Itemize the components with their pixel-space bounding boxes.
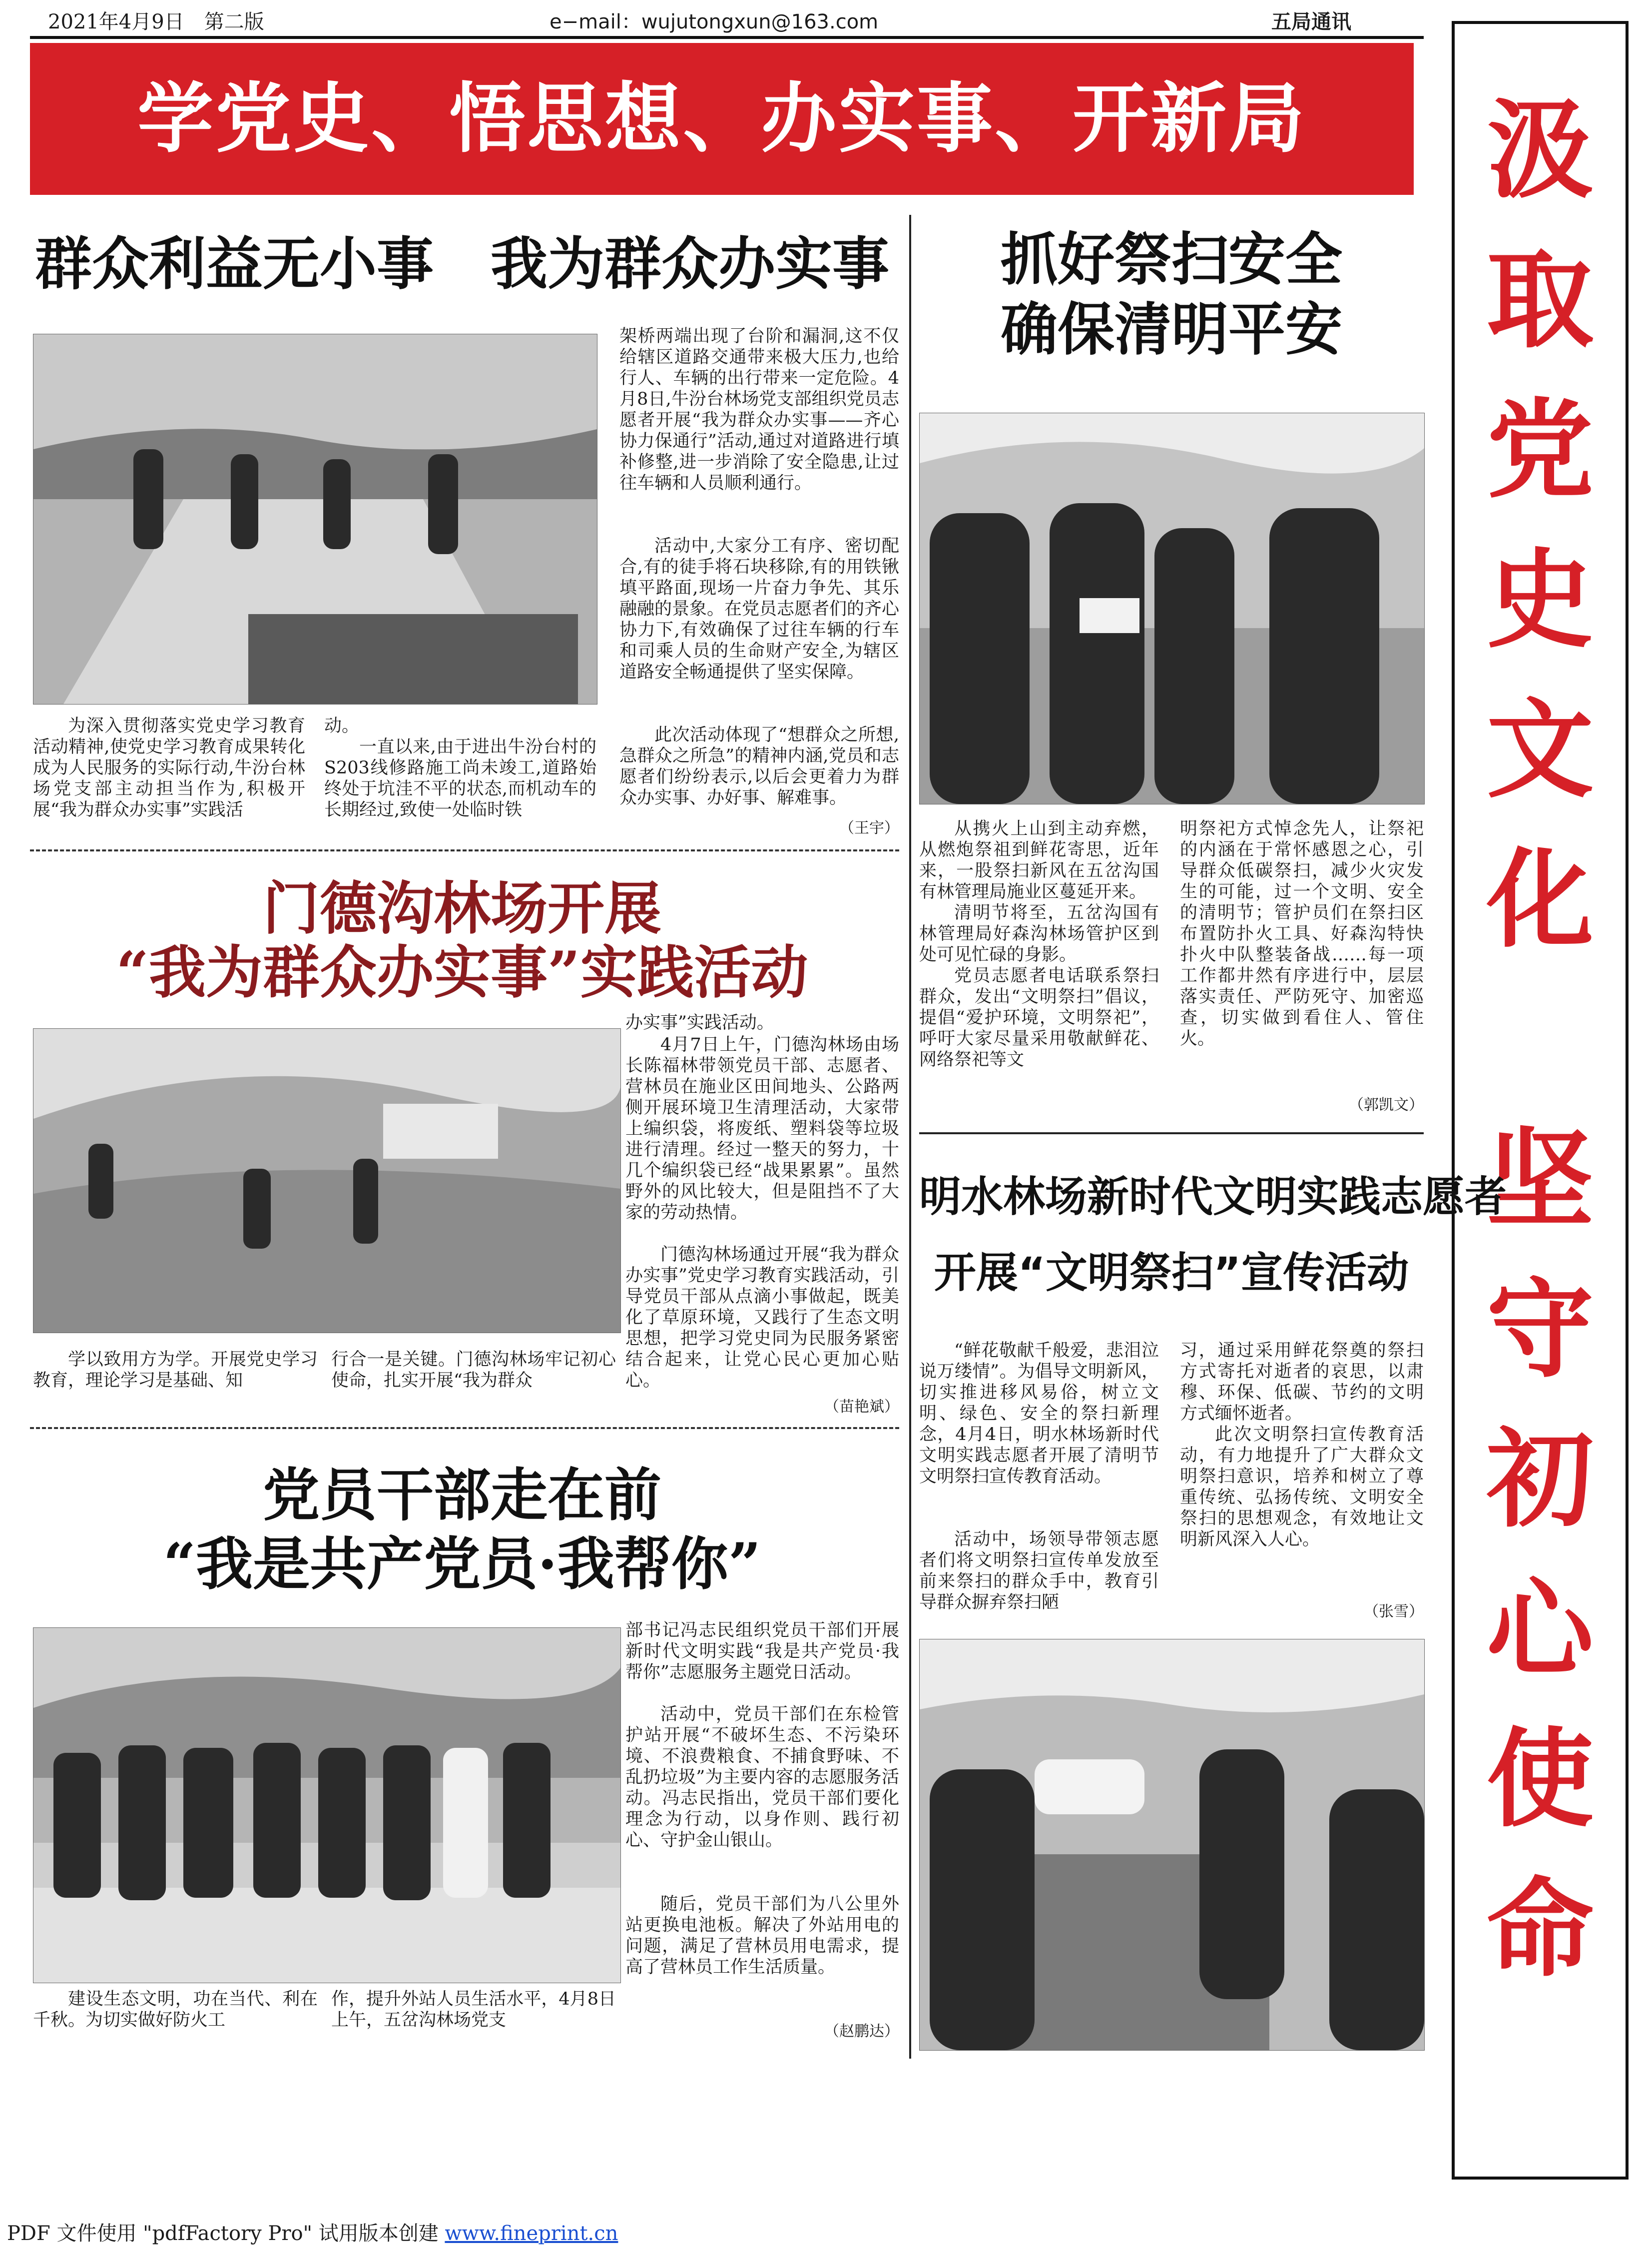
article-5-title-line-1: 明水林场新时代文明实践志愿者 [919, 1172, 1507, 1221]
slogan-char: 初 [1487, 1418, 1594, 1542]
slogan-char: 命 [1487, 1867, 1594, 1992]
article-1-col-b1: 动。 [324, 716, 360, 736]
article-5-col-a1: “鲜花敬献千般爱，悲泪泣说万缕情”。为倡导文明新风，切实推进移风易俗，树立文明、绿色、安全的祭扫新理念，4月4日，明水林场新时代文明实践志愿者开展了清明节文明祭扫宣传教育活动。 [919, 1341, 1159, 1487]
headline-banner-text: 学党史、悟思想、办实事、开新局 [137, 74, 1306, 163]
article-4-col-a3: 党员志愿者电话联系祭扫群众，发出“文明祭扫”倡议，提倡“爱护环境，文明祭祀”，呼吁大家尽量采用敬献鲜花、网络祭祀等文 [919, 966, 1159, 1070]
article-3-col-c1: 部书记冯志民组织党员干部们开展新时代文明实践“我是共产党员·我帮你”志愿服务主题党日活动。 [625, 1620, 899, 1682]
article-5-col-b2: 此次文明祭扫宣传教育活动，有力地提升了广大群众文明祭扫意识，培养和树立了尊重传统、弘扬传统、文明安全祭扫的思想观念，有效地让文明新风深入人心。 [1180, 1425, 1424, 1549]
article-1-col-c2: 活动中,大家分工有序、密切配合,有的徒手将石块移除,有的用铁锹填平路面,现场一片奋力争先、其乐融融的景象。在党员志愿者们的齐心协力下,有效确保了过往车辆的行车和司乘人员的生命财产安全,为辖区道路安全畅通提供了坚实保障。 [619, 536, 900, 682]
article-2-author: （苗艳斌） [824, 1398, 899, 1416]
article-5-photo [919, 1639, 1425, 2051]
article-1-author: （王宇） [839, 819, 899, 837]
article-1-col-c1: 架桥两端出现了台阶和漏洞,这不仅给辖区道路交通带来极大压力,也给行人、车辆的出行带来一定危险。4月8日,牛汾台林场党支部组织党员志愿者开展“我为群众办实事——齐心协力保通行”活动,通过对道路进行填补修整,进一步消除了安全隐患,让过往车辆和人员顺利通行。 [619, 326, 899, 493]
article-1-title: 群众利益无小事 我为群众办实事 [34, 230, 889, 297]
pdf-watermark-text: PDF 文件使用 "pdfFactory Pro" 试用版本创建 [7, 2222, 445, 2245]
article-2-col-c3: 门德沟林场通过开展“我为群众办实事”党史学习教育实践活动，引导党员干部从点滴小事做起，既美化了草原环境，又践行了生态文明思想，把学习党史同为民服务紧密结合起来，让党心民心更加心贴心。 [625, 1245, 899, 1391]
article-5-title-line-2: 开展“文明祭扫”宣传活动 [934, 1248, 1409, 1297]
article-1-col-a: 为深入贯彻落实党史学习教育活动精神,使党史学习教育成果转化成为人民服务的实际行动,牛汾台林场党支部主动担当作为,积极开展“我为群众办实事”实践活 [33, 716, 305, 820]
slogan-char: 心 [1487, 1567, 1594, 1692]
slogan-char: 坚 [1487, 1118, 1594, 1242]
slogan-char: 守 [1487, 1268, 1594, 1392]
slogan-char: 使 [1487, 1717, 1594, 1842]
article-3-col-c2: 活动中，党员干部们在东检管护站开展“不破坏生态、不污染环境、不浪费粮食、不捕食野味、不乱扔垃圾”为主要内容的志愿服务活动。冯志民指出，党员干部们要化理念为行动，以身作则、践行初心、守护金山银山。 [625, 1704, 899, 1850]
article-3-col-b: 作，提升外站人员生活水平，4月8日上午，五岔沟林场党支 [331, 1989, 616, 2030]
article-4-author: （郭凯文） [1349, 1096, 1424, 1114]
article-2-col-b: 行合一是关键。门德沟林场牢记初心使命，扎实开展“我为群众 [331, 1350, 616, 1391]
article-1-col-c3: 此次活动体现了“想群众之所想,急群众之所急”的精神内涵,党员和志愿者们纷纷表示,以后会更着力为群众办实事、办好事、解难事。 [619, 725, 899, 808]
article-5-author: （张雪） [1364, 1603, 1424, 1620]
header-rule [30, 36, 1424, 39]
article-5-col-a2: 活动中，场领导带领志愿者们将文明祭扫宣传单发放至前来祭扫的群众手中，教育引导群众摒弃祭扫陋 [919, 1529, 1159, 1612]
section-divider [30, 849, 899, 851]
article-2-photo [33, 1028, 621, 1333]
section-divider [919, 1132, 1424, 1134]
article-2-title-line-1: 门德沟林场开展 [262, 875, 661, 942]
article-2-col-c2: 4月7日上午，门德沟林场由场长陈福林带领党员干部、志愿者、营林员在施业区田间地头、公路两侧开展环境卫生清理活动，大家带上编织袋，将废纸、塑料袋等垃圾进行清理。经过一整天的努力，十几个编织袋已经“战果累累”。虽然野外的风比较大，但是阻挡不了大家的劳动热情。 [625, 1035, 899, 1223]
email: e−mail：wujutongxun@163.com [550, 10, 879, 33]
article-1-photo [33, 334, 597, 705]
article-2-col-a: 学以致用方为学。开展党史学习教育，理论学习是基础、知 [33, 1350, 318, 1391]
article-5-col-b1: 习，通过采用鲜花祭奠的祭扫方式寄托对逝者的哀思，以肃穆、环保、低碳、节约的文明方式缅怀逝者。 [1180, 1341, 1424, 1424]
slogan-char: 取 [1487, 238, 1594, 363]
article-4-col-a2: 清明节将至，五岔沟国有林管理局好森沟林场管护区到处可见忙碌的身影。 [919, 903, 1159, 965]
slogan-char: 文 [1487, 688, 1594, 812]
slogan-char: 史 [1487, 538, 1594, 663]
pdf-watermark [7, 2218, 618, 2246]
section-divider [30, 1427, 899, 1429]
article-3-col-a: 建设生态文明，功在当代、利在千秋。为切实做好防火工 [33, 1989, 318, 2030]
slogan-char: 汲 [1487, 88, 1594, 213]
slogan-char: 党 [1487, 388, 1594, 513]
article-4-col-a1: 从携火上山到主动弃燃，从燃炮祭祖到鲜花寄思，近年来，一股祭扫新风在五岔沟国有林管理局施业区蔓延开来。 [919, 819, 1159, 902]
article-2-title-line-2: “我为群众办实事”实践活动 [116, 939, 808, 1006]
article-3-title-line-1: 党员干部走在前 [262, 1462, 661, 1528]
article-4-photo [919, 413, 1425, 804]
article-1-col-b2: 一直以来,由于进出牛汾台村的S203线修路施工尚未竣工,道路始终处于坑洼不平的状态,而机动车的长期经过,致使一处临时铁 [324, 737, 596, 820]
article-3-author: （赵鹏达） [824, 2023, 899, 2040]
article-2-col-c1: 办实事”实践活动。 [625, 1013, 774, 1033]
article-4-title-line-1: 抓好祭扫安全 [1000, 226, 1342, 293]
article-4-col-b: 明祭祀方式悼念先人，让祭祀的内涵在于常怀感恩之心，引导群众低碳祭扫，减少火灾发生的可能，过一个文明、安全的清明节；管护员们在祭扫区布置防扑火工具、好森沟特快扑火中队整装备战……每一项工作都井然有序进行中，层层落实责任、严防死守、加密巡查，切实做到看住人、管住火。 [1180, 819, 1424, 1049]
slogan-char: 化 [1487, 838, 1594, 962]
article-4-title-line-2: 确保清明平安 [1000, 296, 1342, 363]
column-divider [909, 215, 911, 2059]
fineprint-link[interactable]: www.fineprint.cn [445, 2222, 618, 2245]
paper-name: 五局通讯 [1271, 10, 1351, 33]
article-3-col-c3: 随后，党员干部们为八公里外站更换电池板。解决了外站用电的问题，满足了营林员用电需求，提高了营林员工作生活质量。 [625, 1894, 899, 1977]
article-3-title-line-2: “我是共产党员·我帮你” [163, 1530, 761, 1597]
issue-date: 2021年4月9日 第二版 [48, 10, 264, 33]
article-3-photo [33, 1627, 621, 1983]
